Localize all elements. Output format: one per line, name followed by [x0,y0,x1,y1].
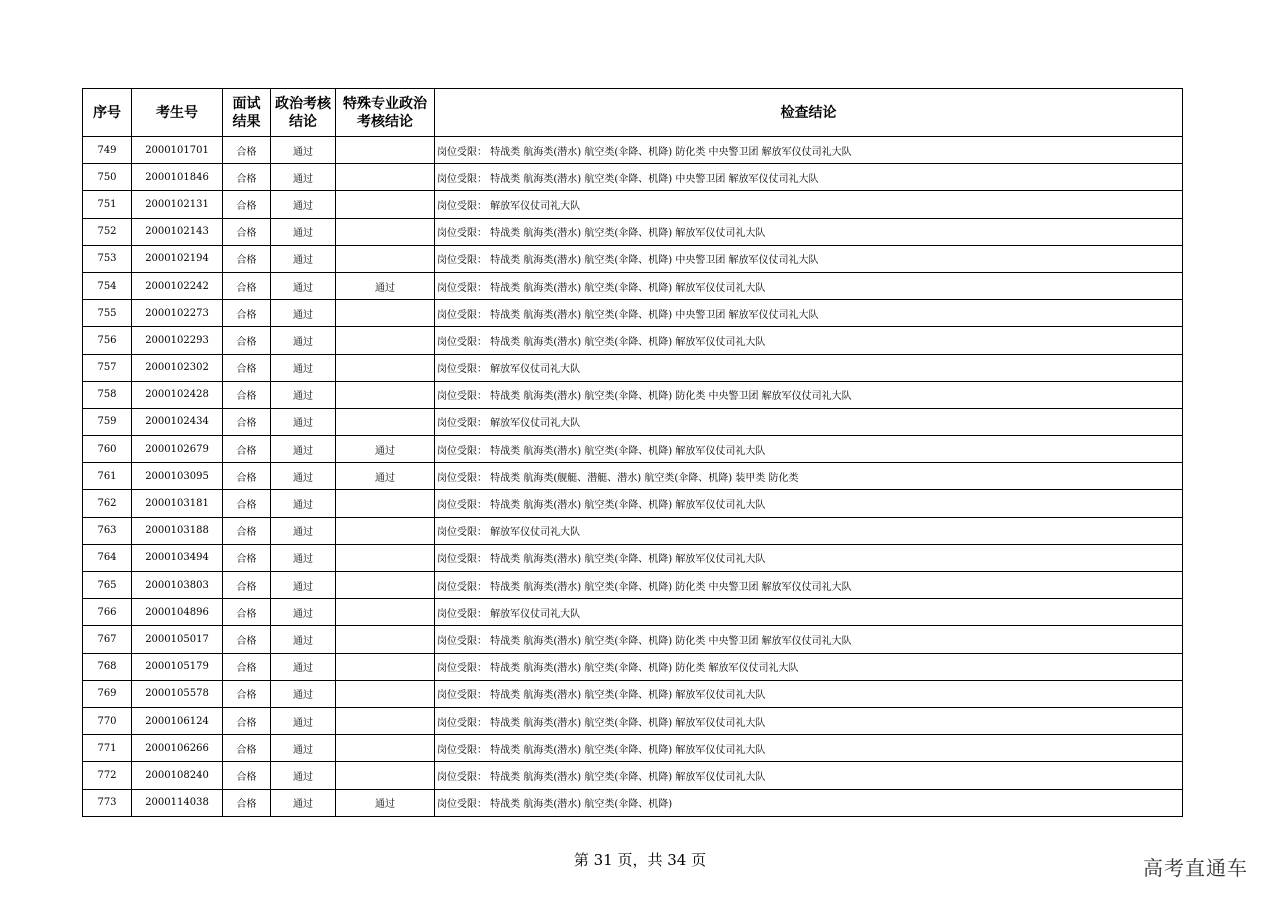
cell-interview: 合格 [223,300,271,327]
cell-exam-no: 2000114038 [132,789,223,816]
cell-seq: 761 [83,463,132,490]
cell-political: 通过 [271,137,336,164]
cell-conclusion: 岗位受限： 特战类 航海类(潜水) 航空类(伞降、机降) [435,789,1183,816]
table-row [83,707,1183,734]
cell-conclusion: 岗位受限： 特战类 航海类(潜水) 航空类(伞降、机降) 解放军仪仗司礼大队 [435,544,1183,571]
cell-interview: 合格 [223,272,271,299]
table-row [83,517,1183,544]
cell-political: 通过 [271,680,336,707]
cell-exam-no: 2000102273 [132,300,223,327]
cell-exam-no: 2000105179 [132,653,223,680]
cell-interview: 合格 [223,490,271,517]
cell-political: 通过 [271,599,336,626]
cell-special [336,137,435,164]
cell-exam-no: 2000102434 [132,408,223,435]
table-row [83,300,1183,327]
cell-interview: 合格 [223,436,271,463]
cell-exam-no: 2000102302 [132,354,223,381]
cell-special: 通过 [336,789,435,816]
cell-interview: 合格 [223,137,271,164]
cell-exam-no: 2000105578 [132,680,223,707]
table-row [83,626,1183,653]
cell-exam-no: 2000103494 [132,544,223,571]
cell-seq: 751 [83,191,132,218]
cell-seq: 768 [83,653,132,680]
cell-special [336,300,435,327]
cell-seq: 766 [83,599,132,626]
cell-conclusion: 岗位受限： 特战类 航海类(潜水) 航空类(伞降、机降) 解放军仪仗司礼大队 [435,735,1183,762]
cell-political: 通过 [271,354,336,381]
cell-exam-no: 2000102428 [132,381,223,408]
cell-exam-no: 2000101701 [132,137,223,164]
cell-conclusion: 岗位受限： 特战类 航海类(潜水) 航空类(伞降、机降) 中央警卫团 解放军仪仗司礼大队 [435,245,1183,272]
watermark: 高考直通车 [1143,856,1248,880]
cell-seq: 760 [83,436,132,463]
cell-conclusion: 岗位受限： 特战类 航海类(潜水) 航空类(伞降、机降) 解放军仪仗司礼大队 [435,327,1183,354]
cell-seq: 763 [83,517,132,544]
cell-special [336,544,435,571]
cell-exam-no: 2000103181 [132,490,223,517]
table-row [83,572,1183,599]
cell-exam-no: 2000102131 [132,191,223,218]
cell-seq: 759 [83,408,132,435]
cell-seq: 773 [83,789,132,816]
header-seq: 序号 [83,89,132,137]
cell-seq: 769 [83,680,132,707]
cell-special [336,327,435,354]
cell-conclusion: 岗位受限： 特战类 航海类(潜水) 航空类(伞降、机降) 防化类 中央警卫团 解放军仪仗司礼大队 [435,137,1183,164]
header-row [83,89,1183,137]
cell-special [336,218,435,245]
cell-seq: 772 [83,762,132,789]
cell-interview: 合格 [223,327,271,354]
cell-exam-no: 2000106124 [132,707,223,734]
cell-special [336,680,435,707]
cell-special [336,490,435,517]
cell-political: 通过 [271,463,336,490]
cell-special [336,517,435,544]
cell-special [336,354,435,381]
table-row [83,436,1183,463]
cell-special [336,164,435,191]
cell-seq: 753 [83,245,132,272]
cell-seq: 765 [83,572,132,599]
cell-conclusion: 岗位受限： 特战类 航海类(潜水) 航空类(伞降、机降) 中央警卫团 解放军仪仗司礼大队 [435,300,1183,327]
table-row [83,272,1183,299]
cell-exam-no: 2000106266 [132,735,223,762]
table-row [83,735,1183,762]
cell-special [336,626,435,653]
cell-conclusion: 岗位受限： 特战类 航海类(潜水) 航空类(伞降、机降) 解放军仪仗司礼大队 [435,707,1183,734]
cell-political: 通过 [271,300,336,327]
cell-political: 通过 [271,245,336,272]
cell-seq: 762 [83,490,132,517]
cell-conclusion: 岗位受限： 特战类 航海类(潜水) 航空类(伞降、机降) 解放军仪仗司礼大队 [435,436,1183,463]
cell-interview: 合格 [223,789,271,816]
cell-special [336,191,435,218]
cell-exam-no: 2000102194 [132,245,223,272]
cell-interview: 合格 [223,164,271,191]
table-row [83,544,1183,571]
cell-conclusion: 岗位受限： 特战类 航海类(舰艇、潜艇、潜水) 航空类(伞降、机降) 装甲类 防化类 [435,463,1183,490]
cell-interview: 合格 [223,245,271,272]
cell-special [336,735,435,762]
cell-interview: 合格 [223,762,271,789]
cell-political: 通过 [271,653,336,680]
cell-political: 通过 [271,517,336,544]
cell-exam-no: 2000103803 [132,572,223,599]
cell-interview: 合格 [223,463,271,490]
cell-conclusion: 岗位受限： 特战类 航海类(潜水) 航空类(伞降、机降) 解放军仪仗司礼大队 [435,680,1183,707]
cell-conclusion: 岗位受限： 特战类 航海类(潜水) 航空类(伞降、机降) 防化类 中央警卫团 解放军仪仗司礼大队 [435,626,1183,653]
cell-special [336,707,435,734]
cell-interview: 合格 [223,680,271,707]
cell-exam-no: 2000101846 [132,164,223,191]
cell-special [336,408,435,435]
table-row [83,245,1183,272]
cell-special: 通过 [336,463,435,490]
cell-interview: 合格 [223,544,271,571]
table-row [83,354,1183,381]
cell-exam-no: 2000108240 [132,762,223,789]
table-row [83,218,1183,245]
cell-political: 通过 [271,544,336,571]
cell-political: 通过 [271,218,336,245]
cell-exam-no: 2000102143 [132,218,223,245]
cell-political: 通过 [271,408,336,435]
table-row [83,599,1183,626]
cell-conclusion: 岗位受限： 特战类 航海类(潜水) 航空类(伞降、机降) 防化类 解放军仪仗司礼大队 [435,653,1183,680]
cell-interview: 合格 [223,707,271,734]
cell-interview: 合格 [223,572,271,599]
cell-exam-no: 2000102679 [132,436,223,463]
table-row [83,381,1183,408]
cell-interview: 合格 [223,517,271,544]
cell-interview: 合格 [223,653,271,680]
cell-political: 通过 [271,707,336,734]
header-exam-no: 考生号 [132,89,223,137]
cell-special [336,572,435,599]
cell-political: 通过 [271,327,336,354]
cell-conclusion: 岗位受限： 解放军仪仗司礼大队 [435,354,1183,381]
cell-interview: 合格 [223,599,271,626]
table-row [83,463,1183,490]
cell-exam-no: 2000102242 [132,272,223,299]
cell-interview: 合格 [223,191,271,218]
cell-special [336,762,435,789]
cell-political: 通过 [271,789,336,816]
cell-conclusion: 岗位受限： 解放军仪仗司礼大队 [435,517,1183,544]
cell-seq: 755 [83,300,132,327]
cell-seq: 750 [83,164,132,191]
cell-seq: 767 [83,626,132,653]
cell-special [336,653,435,680]
cell-conclusion: 岗位受限： 特战类 航海类(潜水) 航空类(伞降、机降) 解放军仪仗司礼大队 [435,218,1183,245]
page-footer: 第 31 页，共 34 页 [573,851,707,869]
table-row [83,762,1183,789]
header-conclusion: 检查结论 [435,89,1183,137]
cell-exam-no: 2000103188 [132,517,223,544]
cell-interview: 合格 [223,735,271,762]
table-row [83,327,1183,354]
cell-interview: 合格 [223,408,271,435]
header-interview: 面试结果 [223,89,271,137]
table-row [83,490,1183,517]
header-political: 政治考核结论 [271,89,336,137]
header-special: 特殊专业政治考核结论 [336,89,435,137]
cell-exam-no: 2000104896 [132,599,223,626]
cell-special [336,381,435,408]
cell-political: 通过 [271,191,336,218]
cell-conclusion: 岗位受限： 解放军仪仗司礼大队 [435,599,1183,626]
cell-conclusion: 岗位受限： 特战类 航海类(潜水) 航空类(伞降、机降) 中央警卫团 解放军仪仗司礼大队 [435,164,1183,191]
cell-seq: 754 [83,272,132,299]
cell-political: 通过 [271,164,336,191]
cell-political: 通过 [271,490,336,517]
cell-conclusion: 岗位受限： 特战类 航海类(潜水) 航空类(伞降、机降) 解放军仪仗司礼大队 [435,762,1183,789]
cell-special: 通过 [336,436,435,463]
cell-seq: 758 [83,381,132,408]
cell-exam-no: 2000103095 [132,463,223,490]
cell-interview: 合格 [223,381,271,408]
cell-seq: 749 [83,137,132,164]
cell-seq: 771 [83,735,132,762]
cell-interview: 合格 [223,354,271,381]
cell-political: 通过 [271,626,336,653]
table-row [83,191,1183,218]
cell-political: 通过 [271,381,336,408]
cell-conclusion: 岗位受限： 解放军仪仗司礼大队 [435,408,1183,435]
cell-seq: 757 [83,354,132,381]
table-row [83,680,1183,707]
table-row [83,408,1183,435]
cell-seq: 756 [83,327,132,354]
cell-political: 通过 [271,436,336,463]
table-row [83,164,1183,191]
table-body [83,137,1183,817]
cell-political: 通过 [271,735,336,762]
cell-seq: 770 [83,707,132,734]
cell-special: 通过 [336,272,435,299]
cell-special [336,245,435,272]
cell-conclusion: 岗位受限： 特战类 航海类(潜水) 航空类(伞降、机降) 解放军仪仗司礼大队 [435,272,1183,299]
cell-interview: 合格 [223,626,271,653]
cell-exam-no: 2000105017 [132,626,223,653]
cell-seq: 752 [83,218,132,245]
cell-conclusion: 岗位受限： 特战类 航海类(潜水) 航空类(伞降、机降) 防化类 中央警卫团 解放军仪仗司礼大队 [435,572,1183,599]
table-row [83,789,1183,816]
cell-interview: 合格 [223,218,271,245]
cell-conclusion: 岗位受限： 解放军仪仗司礼大队 [435,191,1183,218]
table-row [83,137,1183,164]
cell-political: 通过 [271,272,336,299]
cell-political: 通过 [271,762,336,789]
cell-conclusion: 岗位受限： 特战类 航海类(潜水) 航空类(伞降、机降) 解放军仪仗司礼大队 [435,490,1183,517]
results-table [82,88,1183,817]
cell-conclusion: 岗位受限： 特战类 航海类(潜水) 航空类(伞降、机降) 防化类 中央警卫团 解放军仪仗司礼大队 [435,381,1183,408]
table-row [83,653,1183,680]
cell-seq: 764 [83,544,132,571]
cell-exam-no: 2000102293 [132,327,223,354]
cell-special [336,599,435,626]
cell-political: 通过 [271,572,336,599]
